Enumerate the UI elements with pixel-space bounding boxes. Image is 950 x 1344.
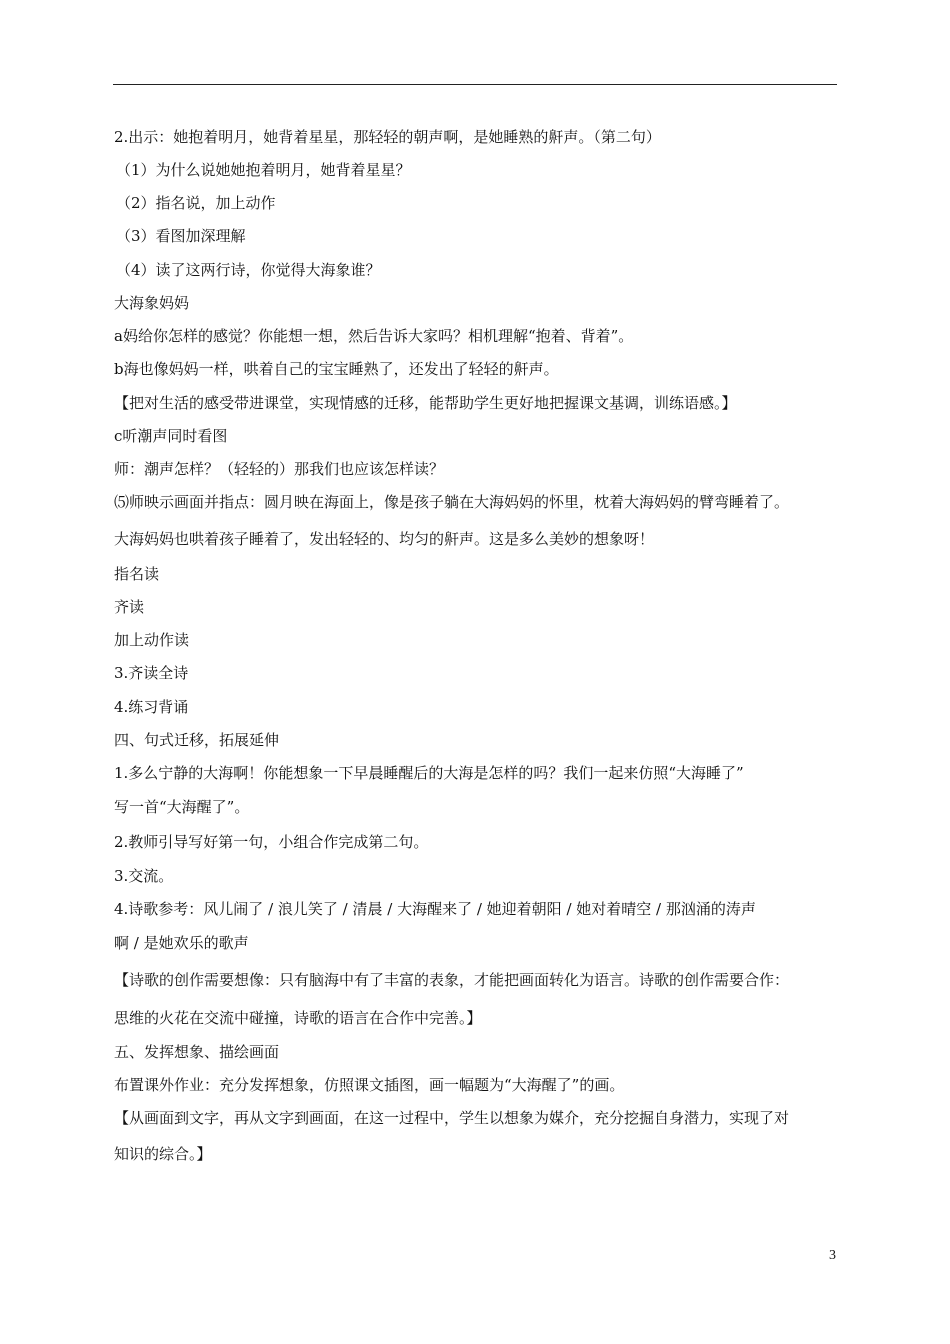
- paragraph-line: （2）指名说，加上动作: [116, 194, 276, 212]
- annotation-line: 知识的综合。】: [114, 1145, 212, 1163]
- paragraph-line: 3.交流。: [114, 867, 174, 885]
- paragraph-line: 写一首“大海醒了”。: [114, 798, 250, 816]
- paragraph-line: 大海象妈妈: [114, 294, 190, 312]
- section-heading: 四、句式迁移，拓展延伸: [114, 731, 280, 749]
- paragraph-line: b海也像妈妈一样，哄着自己的宝宝睡熟了，还发出了轻轻的鼾声。: [114, 360, 559, 378]
- paragraph-line: （4）读了这两行诗，你觉得大海象谁？: [116, 261, 381, 279]
- paragraph-line: 加上动作读: [114, 631, 190, 649]
- paragraph-line: （1）为什么说她她抱着明月，她背着星星？: [116, 161, 411, 179]
- paragraph-line: 师：潮声怎样？（轻轻的）那我们也应该怎样读？: [114, 460, 445, 478]
- header-rule: [113, 84, 837, 85]
- paragraph-line: 大海妈妈也哄着孩子睡着了，发出轻轻的、均匀的鼾声。这是多么美妙的想象呀！: [114, 530, 655, 548]
- annotation-line: 【把对生活的感受带进课堂，实现情感的迁移，能帮助学生更好地把握课文基调，训练语感。】: [114, 394, 737, 412]
- page-number: 3: [829, 1248, 836, 1263]
- paragraph-line: 啊 / 是她欢乐的歌声: [114, 934, 249, 952]
- paragraph-line: 4.练习背诵: [114, 698, 189, 716]
- paragraph-line: ⑸师映示画面并指点：圆月映在海面上，像是孩子躺在大海妈妈的怀里，枕着大海妈妈的臂弯睡着了。: [114, 493, 790, 511]
- paragraph-line: 1.多么宁静的大海啊！你能想象一下早晨睡醒后的大海是怎样的吗？我们一起来仿照“大海睡了”: [114, 764, 744, 782]
- paragraph-line: 3.齐读全诗: [114, 664, 189, 682]
- paragraph-line: （3）看图加深理解: [116, 227, 246, 245]
- paragraph-line: 2.教师引导写好第一句，小组合作完成第二句。: [114, 833, 429, 851]
- paragraph-line: 4.诗歌参考：风儿闹了 / 浪儿笑了 / 清晨 / 大海醒来了 / 她迎着朝阳 / 她对着晴空 / 那汹涌的涛声: [114, 900, 756, 918]
- paragraph-line: 指名读: [114, 565, 160, 583]
- section-heading: 五、发挥想象、描绘画面: [114, 1043, 280, 1061]
- paragraph-line: c听潮声同时看图: [114, 427, 228, 445]
- paragraph-line: a妈给你怎样的感觉？你能想一想，然后告诉大家吗？相机理解“抱着、背着”。: [114, 327, 634, 345]
- annotation-line: 【从画面到文字，再从文字到画面，在这一过程中，学生以想象为媒介，充分挖掘自身潜力，实现了对: [114, 1109, 790, 1127]
- paragraph-line: 2.出示：她抱着明月，她背着星星，那轻轻的朝声啊，是她睡熟的鼾声。（第二句）: [114, 128, 661, 146]
- annotation-line: 思维的火花在交流中碰撞，诗歌的语言在合作中完善。】: [114, 1009, 482, 1027]
- paragraph-line: 齐读: [114, 598, 145, 616]
- annotation-line: 【诗歌的创作需要想像：只有脑海中有了丰富的表象，才能把画面转化为语言。诗歌的创作需要合作：: [114, 971, 790, 989]
- paragraph-line: 布置课外作业：充分发挥想象，仿照课文插图，画一幅题为“大海醒了”的画。: [114, 1076, 625, 1094]
